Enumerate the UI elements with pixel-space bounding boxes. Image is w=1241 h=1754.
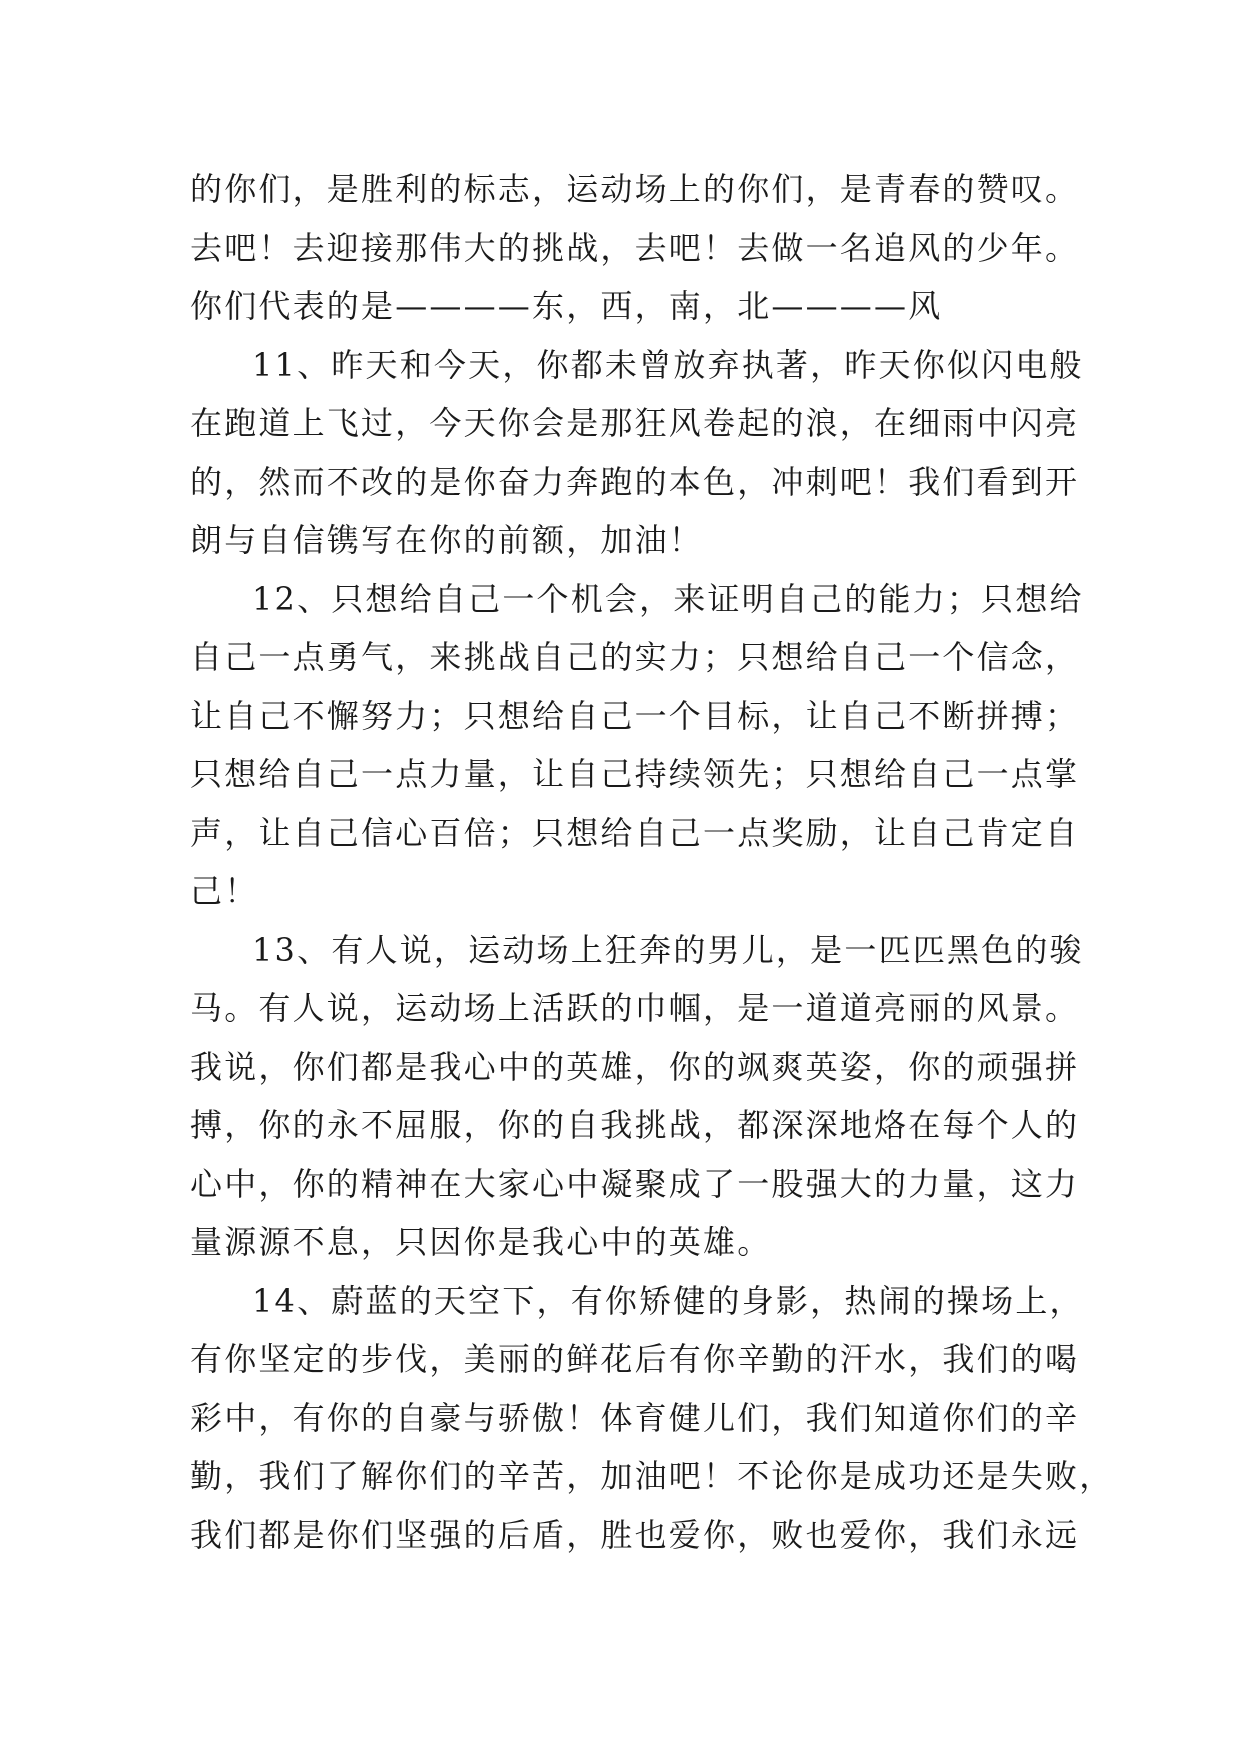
text-line: 12、只想给自己一个机会，来证明自己的能力；只想给 (252, 579, 1084, 618)
text-line: 14、蔚蓝的天空下，有你矫健的身影，热闹的操场上， (252, 1281, 1084, 1320)
text-line: 己！ (190, 872, 259, 910)
text-line: 朗与自信镌写在你的前额，加油！ (190, 521, 704, 559)
text-line: 去吧！去迎接那伟大的挑战，去吧！去做一名追风的少年。 (190, 228, 1080, 267)
text-line: 13、有人说，运动场上狂奔的男儿，是一匹匹黑色的骏 (252, 930, 1084, 969)
text-line: 有你坚定的步伐，美丽的鲜花后有你辛勤的汗水，我们的喝 (190, 1340, 1080, 1378)
text-line: 彩中，有你的自豪与骄傲！体育健儿们，我们知道你们的辛 (190, 1398, 1080, 1437)
text-line: 声，让自己信心百倍；只想给自己一点奖励，让自己肯定自 (190, 813, 1080, 852)
text-line: 只想给自己一点力量，让自己持续领先；只想给自己一点掌 (190, 755, 1080, 793)
text-line: 的，然而不改的是你奋力奔跑的本色，冲刺吧！我们看到开 (190, 462, 1080, 501)
text-line: 我说，你们都是我心中的英雄，你的飒爽英姿，你的顽强拼 (190, 1047, 1080, 1086)
text-line: 自己一点勇气，来挑战自己的实力；只想给自己一个信念， (190, 638, 1080, 676)
text-line: 你们代表的是————东，西，南，北————风 (190, 287, 943, 325)
text-line: 马。有人说，运动场上活跃的巾帼，是一道道亮丽的风景。 (190, 989, 1080, 1027)
text-line: 心中，你的精神在大家心中凝聚成了一股强大的力量，这力 (190, 1164, 1080, 1203)
text-line: 的你们，是胜利的标志，运动场上的你们，是青春的赞叹。 (190, 170, 1080, 208)
text-line: 让自己不懈努力；只想给自己一个目标，让自己不断拼搏； (190, 696, 1080, 735)
text-line: 勤，我们了解你们的辛苦，加油吧！不论你是成功还是失败， (190, 1457, 1114, 1495)
text-line: 11、昨天和今天，你都未曾放弃执著，昨天你似闪电般 (252, 345, 1084, 384)
text-line: 量源源不息，只因你是我心中的英雄。 (190, 1223, 772, 1261)
text-line: 我们都是你们坚强的后盾，胜也爱你，败也爱你，我们永远 (190, 1515, 1080, 1554)
text-line: 在跑道上飞过，今天你会是那狂风卷起的浪，在细雨中闪亮 (190, 404, 1080, 442)
document-body (190, 160, 1114, 1564)
text-line: 搏，你的永不屈服，你的自我挑战，都深深地烙在每个人的 (190, 1106, 1080, 1144)
